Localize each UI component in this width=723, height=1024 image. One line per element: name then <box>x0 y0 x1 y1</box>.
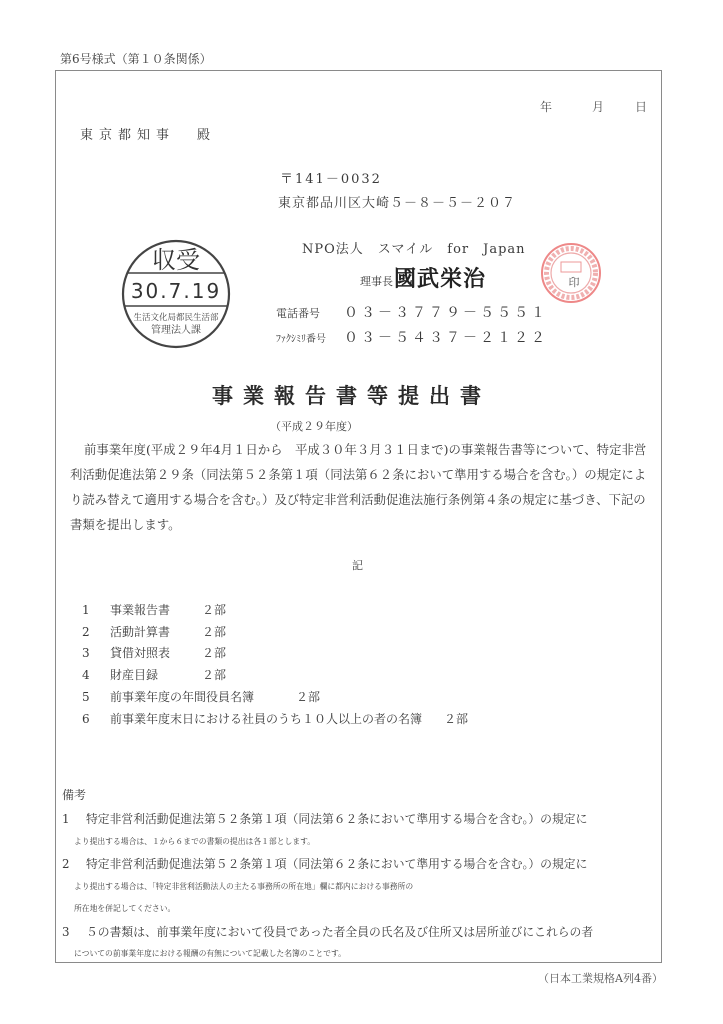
fax-label: ﾌｧｸｼﾐﾘ番号 <box>276 334 326 345</box>
item-copies: ２部 <box>202 603 227 617</box>
tel-label: 電話番号 <box>276 307 320 320</box>
date-day: 日 <box>635 100 648 114</box>
fiscal-year: （平成２９年度） <box>270 420 358 433</box>
list-item <box>82 665 468 687</box>
item-copies: ２部 <box>296 689 321 704</box>
item-copies: ２部 <box>202 624 227 639</box>
postal-code: 〒141－0032 <box>280 172 382 187</box>
document-title: 事業報告書等提出書 <box>212 383 491 408</box>
stamp-label: 収受 <box>152 246 200 274</box>
item-number: 5 <box>82 689 90 704</box>
address: 東京都品川区大崎５－８－５－２０７ <box>278 196 517 211</box>
item-name: 前事業年度末日における社員のうち１０人以上の者の名簿 <box>110 711 423 726</box>
stamp-date: 30.7.19 <box>130 279 222 303</box>
addressee-honorific: 殿 <box>197 128 217 143</box>
addressee <box>80 124 216 143</box>
note-line: 特定非営利活動促進法第５２条第１項（同法第６２条において準用する場合を含む。）の規定に <box>86 857 588 871</box>
addressee-name: 東京都知事 <box>80 128 176 143</box>
stamp-dept-1: 生活文化局都民生活部 <box>133 313 219 323</box>
item-copies: ２部 <box>202 646 227 661</box>
document-list <box>82 600 468 730</box>
item-copies: ２部 <box>202 668 227 683</box>
seal-text: 印 <box>568 276 580 289</box>
list-item <box>82 600 468 622</box>
jis-footer: （日本工業規格A列4番） <box>538 972 663 985</box>
note-item <box>62 808 658 853</box>
item-number: 1 <box>82 603 90 617</box>
ki-heading: 記 <box>352 559 363 572</box>
list-item <box>82 709 468 731</box>
note-line: より提出する場合は、１から６までの書類の提出は各１部とします。 <box>74 836 316 846</box>
note-number: 3 <box>62 924 70 939</box>
item-number: 6 <box>82 711 90 726</box>
organization-name: NPO法人 スマイル for Japan <box>302 242 526 257</box>
form-number: 第6号様式（第１０条関係） <box>60 52 212 66</box>
stamp-dept-2: 管理法人課 <box>151 325 201 336</box>
notes-heading: 備考 <box>62 788 87 802</box>
list-item <box>82 687 468 709</box>
item-name: 貸借対照表 <box>110 646 171 661</box>
body-paragraph: 前事業年度(平成２９年4月１日から 平成３０年３月３１日まで)の事業報告書等について、特定非営利活動促進法第２９条（同法第５２条第１項（同法第６２条において準用する場合を含む。）の規定により読み替えて適用する場合を含む。）及び特定非営利活動促進法施行条例第４条の規定に基づき、下記の書類を提出します。 <box>70 442 647 532</box>
item-number: 3 <box>82 646 90 661</box>
note-line: についての前事業年度における報酬の有無について記載した名簿のことです。 <box>74 949 346 958</box>
tel-number: ０３－３７７９－５５５１ <box>344 305 548 321</box>
item-copies: ２部 <box>444 711 469 726</box>
fax-number: ０３－５４３７－２１２２ <box>344 330 548 346</box>
note-item <box>62 853 658 921</box>
received-stamp <box>118 236 234 352</box>
item-number: 4 <box>82 668 90 683</box>
note-line: より提出する場合は、「特定非営利活動法人の主たる事務所の所在地」欄に都内における事務所の <box>74 881 414 891</box>
representative-title: 理事長 <box>360 275 393 288</box>
item-name: 前事業年度の年間役員名簿 <box>110 689 255 704</box>
note-number: 2 <box>62 857 70 871</box>
note-item <box>62 921 658 966</box>
list-item <box>82 643 468 665</box>
item-number: 2 <box>82 624 90 639</box>
representative-name: 國武栄治 <box>394 266 487 292</box>
note-line: 特定非営利活動促進法第５２条第１項（同法第６２条において準用する場合を含む。）の規定に <box>86 812 588 826</box>
note-line: ５の書類は、前事業年度において役員であった者全員の氏名及び住所又は居所並びにこれらの者 <box>86 924 594 939</box>
red-seal <box>540 242 602 304</box>
date-year: 年 <box>540 100 553 114</box>
item-name: 活動計算書 <box>110 624 171 639</box>
item-name: 財産目録 <box>110 668 159 683</box>
note-line: 所在地を併記してください。 <box>74 904 176 913</box>
item-name: 事業報告書 <box>110 603 171 617</box>
note-number: 1 <box>62 812 70 826</box>
date-month: 月 <box>592 100 605 114</box>
notes-list <box>62 808 658 966</box>
list-item <box>82 622 468 644</box>
